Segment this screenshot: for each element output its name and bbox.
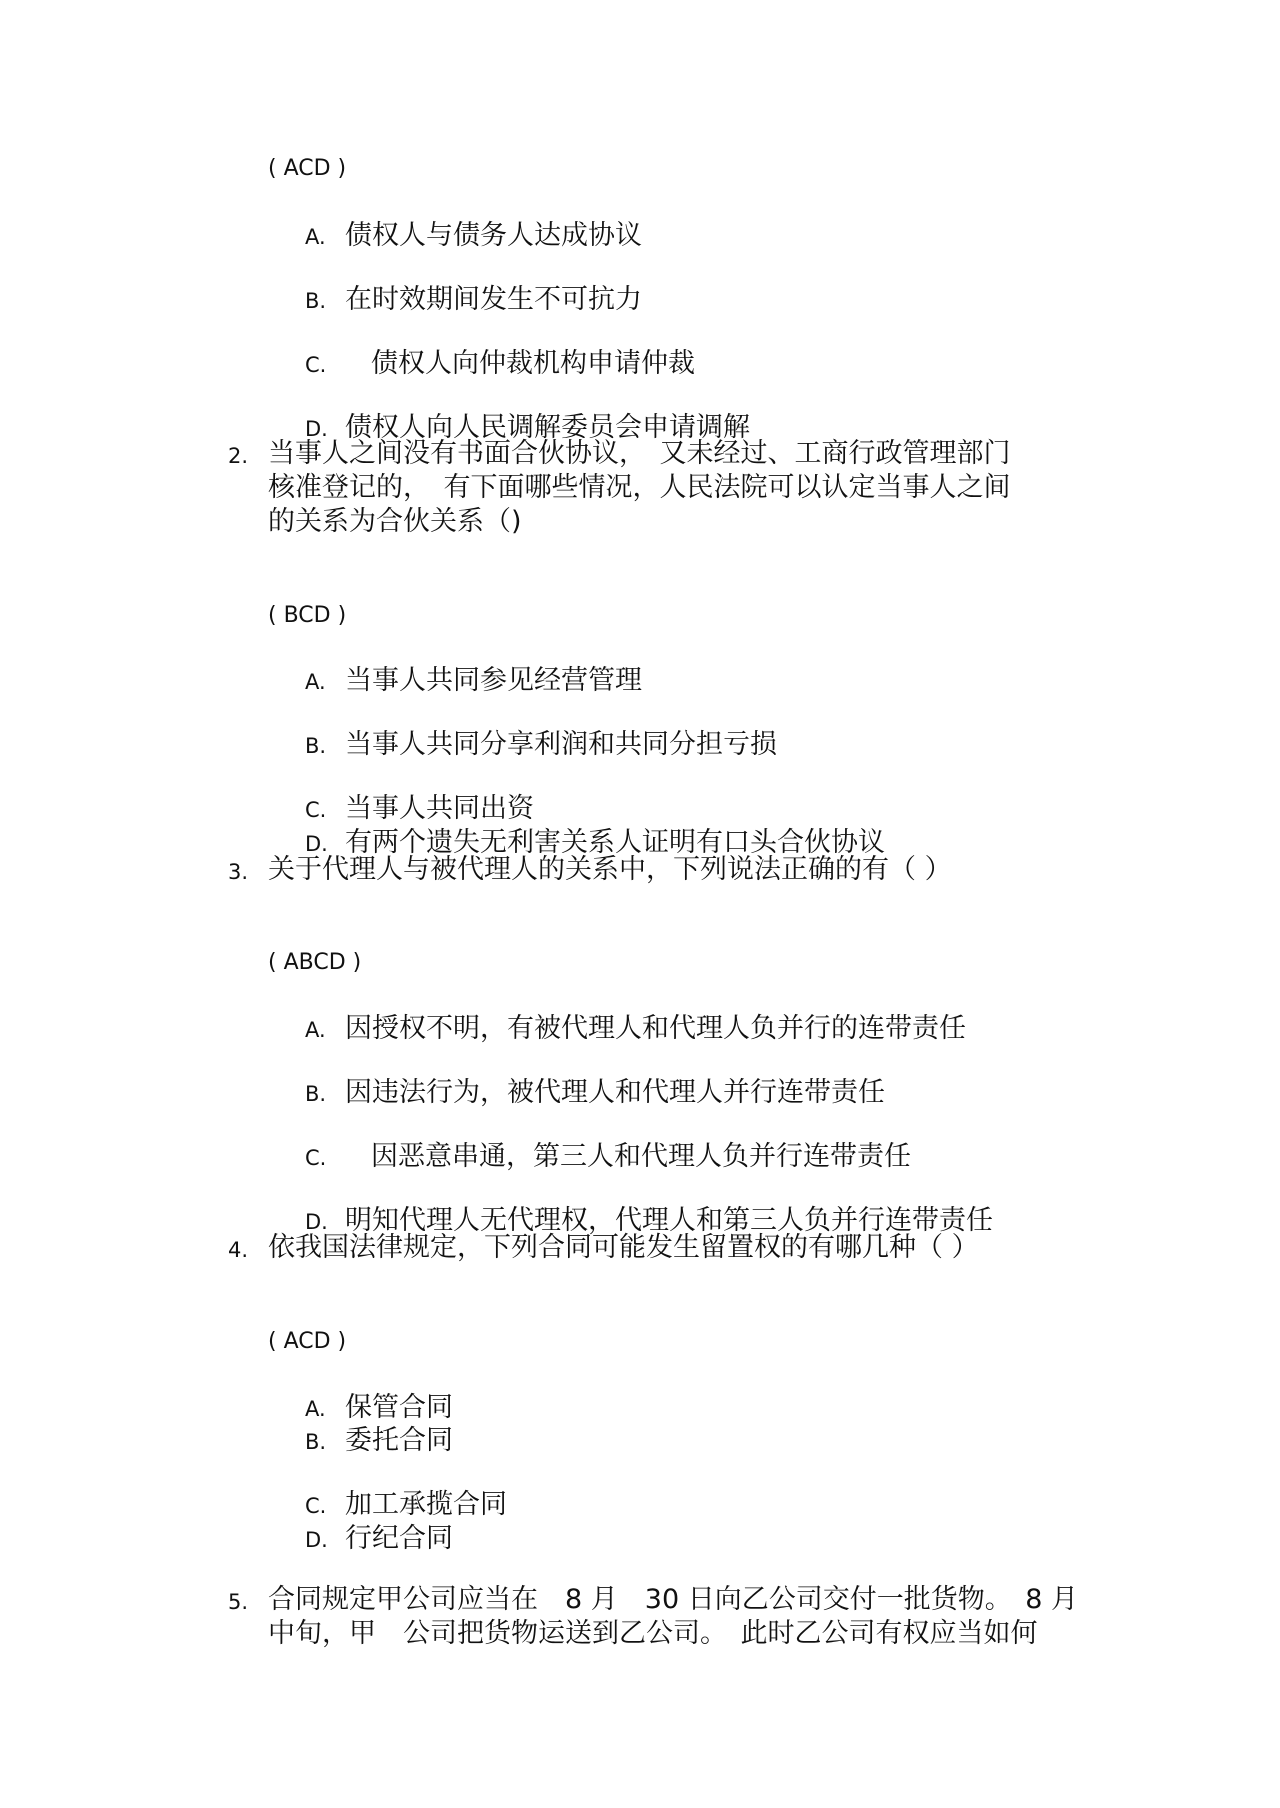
option-c (305, 1134, 911, 1173)
option-text: 当事人共同出资 (345, 793, 534, 824)
answer-key: ( ACD ) (268, 1329, 347, 1354)
option-letter: A. (305, 670, 326, 694)
option-text: 当事人共同分享利润和共同分担亏损 (345, 729, 777, 760)
option-letter: C. (305, 353, 327, 377)
answer-key: ( ACD ) (268, 156, 347, 181)
option-a (305, 1006, 966, 1045)
option-b (305, 722, 777, 761)
option-letter: D. (305, 417, 328, 441)
option-text: 保管合同 (345, 1392, 453, 1423)
question-number: 5. (228, 1590, 249, 1614)
option-text: 在时效期间发生不可抗力 (345, 284, 642, 315)
option-letter: A. (305, 225, 326, 249)
option-a (305, 213, 642, 252)
option-letter: A. (305, 1397, 326, 1421)
option-a (305, 658, 642, 697)
option-letter: B. (305, 734, 327, 758)
option-letter: B. (305, 1430, 327, 1454)
option-text: 有两个遗失无利害关系人证明有口头合伙协议 (345, 827, 885, 858)
question-line: 当事人之间没有书面合伙协议， 又未经过、工商行政管理部门 (268, 438, 1011, 469)
question-line: 核准登记的， 有下面哪些情况，人民法院可以认定当事人之间 (268, 472, 1011, 503)
question-text (268, 853, 1098, 887)
question-number: 2. (228, 444, 249, 468)
option-text: 因授权不明，有被代理人和代理人负并行的连带责任 (345, 1013, 966, 1044)
option-text: 明知代理人无代理权，代理人和第三人负并行连带责任 (345, 1205, 993, 1236)
answer-key: ( ABCD ) (268, 950, 362, 975)
option-text: 委托合同 (345, 1425, 453, 1456)
option-letter: D. (305, 832, 328, 856)
option-text: 因违法行为，被代理人和代理人并行连带责任 (345, 1077, 885, 1108)
option-text: 债权人向仲裁机构申请仲裁 (371, 348, 695, 379)
option-letter: B. (305, 1082, 327, 1106)
option-letter: D. (305, 1528, 328, 1552)
option-letter: A. (305, 1018, 326, 1042)
question-line: 的关系为合伙关系（) (268, 506, 522, 537)
question-number: 4. (228, 1238, 249, 1262)
question-line: 关于代理人与被代理人的关系中，下列说法正确的有（ ） (268, 854, 952, 885)
option-c (305, 341, 695, 380)
option-letter: C. (305, 1494, 327, 1518)
question-line: 合同规定甲公司应当在 8 月 30 日向乙公司交付一批货物。 8 月 (268, 1584, 1078, 1615)
option-letter: C. (305, 1146, 327, 1170)
option-b (305, 1070, 885, 1109)
option-text: 债权人向人民调解委员会申请调解 (345, 412, 750, 443)
option-text: 加工承揽合同 (345, 1489, 507, 1520)
option-text: 当事人共同参见经营管理 (345, 665, 642, 696)
answer-key: ( BCD ) (268, 603, 347, 628)
option-b (305, 1418, 453, 1457)
question-text (268, 1583, 1098, 1651)
option-letter: B. (305, 289, 327, 313)
option-text: 行纪合同 (345, 1523, 453, 1554)
question-number: 3. (228, 860, 249, 884)
question-text (268, 1231, 1098, 1265)
option-d (305, 1516, 453, 1555)
option-text: 因恶意串通，第三人和代理人负并行连带责任 (371, 1141, 911, 1172)
option-text: 债权人与债务人达成协议 (345, 220, 642, 251)
question-line: 依我国法律规定，下列合同可能发生留置权的有哪几种（ ） (268, 1232, 979, 1263)
option-letter: C. (305, 798, 327, 822)
option-letter: D. (305, 1210, 328, 1234)
question-line: 中旬，甲 公司把货物运送到乙公司。 此时乙公司有权应当如何 (268, 1618, 1038, 1649)
question-text (268, 437, 1098, 539)
option-b (305, 277, 642, 316)
